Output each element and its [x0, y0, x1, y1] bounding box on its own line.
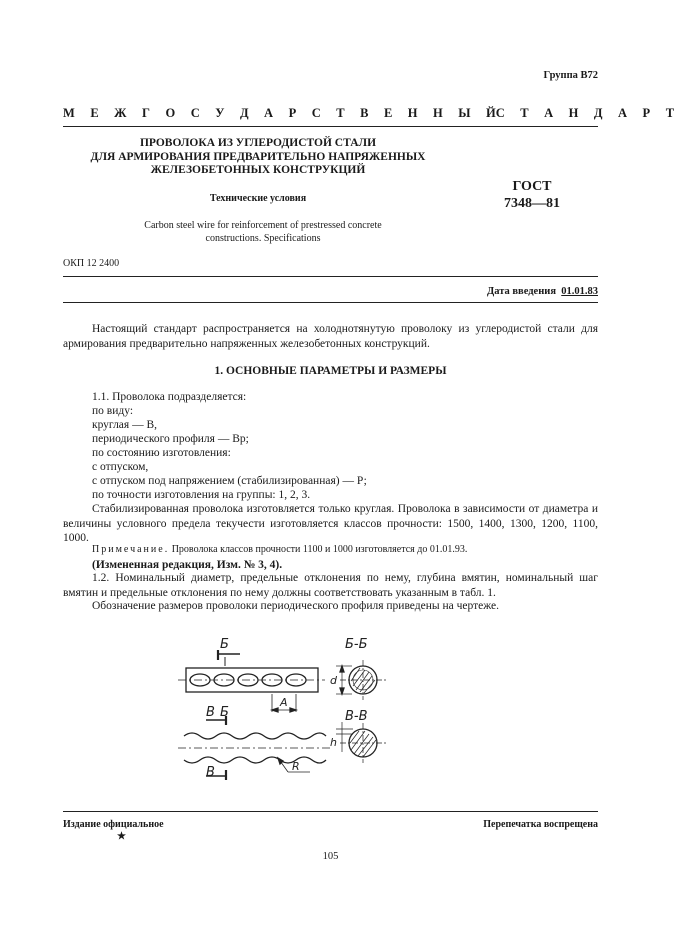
page-number: 105: [322, 851, 339, 862]
standard-letter: Р: [288, 106, 297, 120]
okp-code: ОКП 12 2400: [63, 258, 120, 269]
standard-heading: [63, 106, 674, 121]
standard-letter: У: [215, 106, 225, 120]
standard-letter: Д: [239, 106, 249, 120]
dimension-a: A: [280, 696, 288, 709]
list-line: 1.1. Проволока подразделяется:: [92, 391, 247, 403]
okp-rule: [63, 276, 598, 277]
official-edition: Издание официальное: [63, 819, 164, 830]
document-title: [63, 137, 453, 178]
list-line: с отпуском под напряжением (стабилизированная) — Р;: [92, 475, 367, 487]
standard-letter: М: [63, 106, 75, 120]
title-line: ДЛЯ АРМИРОВАНИЯ ПРЕДВАРИТЕЛЬНО НАПРЯЖЕННЫХ: [90, 150, 426, 163]
list-line: круглая — В,: [92, 419, 157, 431]
english-title: [63, 219, 463, 245]
standard-letter: С: [190, 106, 200, 120]
standard-letter: Г: [142, 106, 150, 120]
list-line: по состоянию изготовления:: [92, 447, 231, 459]
english-title-line: constructions. Specifications: [205, 233, 321, 244]
section-mark-v-bottom: В: [206, 765, 215, 780]
intro-date-value: 01.01.83: [561, 286, 598, 297]
section-mark-b-lower: Б: [220, 705, 229, 720]
paragraph-1-3: Обозначение размеров проволоки периодического профиля приведены на чертеже.: [92, 600, 499, 612]
standard-letter: Р: [642, 106, 651, 120]
title-line: ЖЕЛЕЗОБЕТОННЫХ КОНСТРУКЦИЙ: [150, 164, 366, 176]
standard-letter: Ж: [114, 106, 127, 120]
section-label-v-v: В-В: [345, 709, 368, 724]
note-label: Примечание.: [92, 544, 170, 555]
stabilized-paragraph: Стабилизированная проволока изготовляется только круглая. Проволока в зависимости от диаметра и величины условного предела текучести изготовляется классов прочности: 1500, 1400, 1300, 1200, 1100, 1000.: [63, 503, 598, 544]
standard-letter: О: [165, 106, 176, 120]
gost-label: ГОСТ: [512, 179, 552, 194]
list-line: по точности изготовления на группы: 1, 2, 3.: [92, 489, 311, 501]
standard-letter: А: [264, 106, 274, 120]
section-mark-v-top: В: [206, 705, 215, 720]
standard-letter: Д: [593, 106, 603, 120]
intro-rule: [63, 302, 598, 303]
standard-letter: А: [618, 106, 628, 120]
introduction-date: [487, 286, 598, 297]
list-line: с отпуском,: [92, 461, 149, 473]
dimension-r: R: [292, 760, 300, 773]
document-subtitle: Технические условия: [209, 193, 307, 204]
section-mark-b: Б: [220, 637, 229, 652]
standard-letter: Н: [433, 106, 443, 120]
dimension-d: d: [330, 674, 337, 687]
standard-letter: А: [544, 106, 554, 120]
gost-number: [466, 178, 598, 212]
dimension-h: h: [330, 736, 337, 749]
reprint-prohibited: Перепечатка воспрещена: [483, 819, 598, 830]
star-icon: ★: [117, 831, 126, 842]
intro-date-label: Дата введения: [487, 286, 556, 297]
standard-letter: Е: [383, 106, 393, 120]
note-text: Проволока классов прочности 1100 и 1000 изготовляется до 01.01.93.: [171, 544, 468, 555]
heading-rule: [63, 126, 598, 127]
section-label-b-b: Б-Б: [345, 637, 368, 652]
revision-note: (Измененная редакция, Изм. № 3, 4).: [92, 559, 283, 571]
section-1-heading: 1. ОСНОВНЫЕ ПАРАМЕТРЫ И РАЗМЕРЫ: [214, 365, 447, 377]
standard-letter: Е: [90, 106, 99, 120]
wire-profile-drawing: [170, 630, 400, 790]
gost-code: 7348—81: [504, 196, 560, 211]
footer-rule: [63, 811, 598, 812]
standard-word-interstate: [63, 106, 496, 121]
scope-paragraph: Настоящий стандарт распространяется на холоднотянутую проволоку из углеродистой стали для армирования предварительно напряженных железобетонных конструкций.: [63, 323, 598, 350]
list-line: по виду:: [92, 405, 134, 417]
standard-letter: Т: [665, 106, 674, 120]
standard-word-standard: [496, 106, 674, 121]
standard-letter: Ы: [458, 106, 471, 120]
standard-letter: С: [495, 106, 505, 120]
standard-letter: Т: [336, 106, 345, 120]
list-line: периодического профиля — Вр;: [92, 433, 249, 445]
english-title-line: Carbon steel wire for reinforcement of prestressed concrete: [144, 220, 382, 231]
title-line: ПРОВОЛОКА ИЗ УГЛЕРОДИСТОЙ СТАЛИ: [139, 137, 377, 149]
standard-letter: Й: [486, 106, 496, 120]
note: [92, 544, 467, 555]
standard-letter: С: [311, 106, 321, 120]
standard-letter: Н: [407, 106, 418, 120]
paragraph-1-2: 1.2. Номинальный диаметр, предельные отклонения по нему, глубина вмятин, номинальный шаг вмятин и предельные отклонения по нему должны соответствовать указанным в табл. 1.: [63, 572, 598, 599]
group-code: Группа В72: [543, 70, 598, 81]
standard-letter: Н: [568, 106, 579, 120]
standard-letter: Т: [520, 106, 529, 120]
standard-letter: В: [360, 106, 369, 120]
